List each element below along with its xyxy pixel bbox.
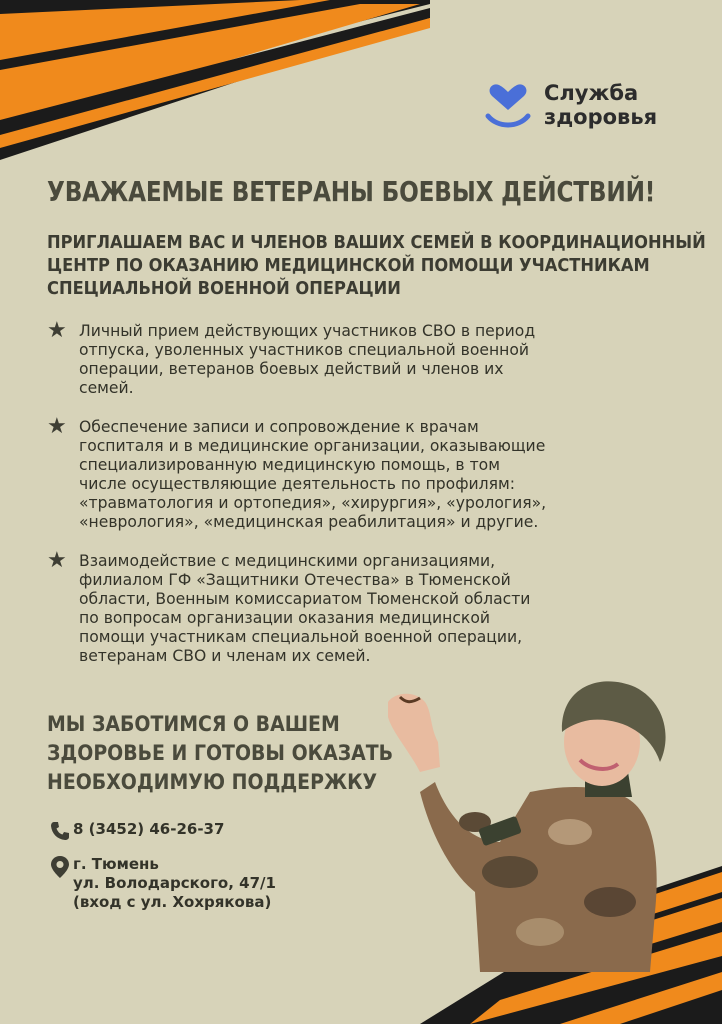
star-icon: ★ [47,414,67,439]
list-item-line: госпиталя и в медицинские организации, оказывающие [79,437,546,455]
map-pin-icon [47,856,73,878]
address-row [47,855,276,912]
star-icon: ★ [47,318,67,343]
contact-block [47,820,276,926]
list-item-line: помощи участникам специальной военной операции, [79,628,523,646]
address [73,855,276,912]
care-line: НЕОБХОДИМУЮ ПОДДЕРЖКУ [47,770,378,794]
list-item-line: семей. [79,379,134,397]
phone-row [47,820,276,841]
list-item-line: числе осуществляющие деятельность по профилям: [79,475,516,493]
subtitle-line: ПРИГЛАШАЕМ ВАС И ЧЛЕНОВ ВАШИХ СЕМЕЙ В КООРДИНАЦИОННЫЙ [47,233,706,253]
list-item-line: области, Военным комиссариатом Тюменской области [79,590,531,608]
list-item-line: ветеранам СВО и членам их семей. [79,647,371,665]
subtitle [47,232,706,301]
care-line: МЫ ЗАБОТИМСЯ О ВАШЕМ [47,712,340,736]
brand-name-line1: Служба [544,81,639,105]
star-icon: ★ [47,548,67,573]
address-line: (вход с ул. Хохрякова) [73,893,272,911]
list-item-line: по вопросам организации оказания медицинской [79,609,491,627]
phone-number[interactable]: 8 (3452) 46-26-37 [73,820,225,838]
list-item-line: Личный прием действующих участников СВО в период [79,322,536,340]
list-item-line: специализированную медицинскую помощь, в том [79,456,500,474]
list-item [47,318,617,398]
brand-name-line2: здоровья [544,105,658,129]
list-item-line: филиалом ГФ «Защитники Отечества» в Тюменской [79,571,511,589]
phone-icon [47,821,73,841]
brand-logo [482,80,657,130]
services-list [47,318,617,686]
address-line: г. Тюмень [73,855,159,873]
list-item [47,548,617,666]
list-item-line: «травматология и ортопедия», «хирургия», «урология», [79,494,547,512]
list-item-line: «неврология», «медицинская реабилитация» и другие. [79,513,539,531]
list-item-line: операции, ветеранов боевых действий и членов их [79,360,504,378]
care-slogan [47,710,394,797]
subtitle-line: ЦЕНТР ПО ОКАЗАНИЮ МЕДИЦИНСКОЙ ПОМОЩИ УЧАСТНИКАМ [47,256,650,276]
list-item [47,414,617,532]
subtitle-line: СПЕЦИАЛЬНОЙ ВОЕННОЙ ОПЕРАЦИИ [47,279,401,299]
heart-smile-icon [482,80,534,130]
page-title: УВАЖАЕМЫЕ ВЕТЕРАНЫ БОЕВЫХ ДЕЙСТВИЙ! [47,175,656,208]
address-line: ул. Володарского, 47/1 [73,874,276,892]
care-line: ЗДОРОВЬЕ И ГОТОВЫ ОКАЗАТЬ [47,741,394,765]
list-item-line: Обеспечение записи и сопровождение к врачам [79,418,479,436]
list-item-line: Взаимодействие с медицинскими организациями, [79,552,496,570]
list-item-line: отпуска, уволенных участников специальной военной [79,341,530,359]
soldier-photo [380,672,680,972]
